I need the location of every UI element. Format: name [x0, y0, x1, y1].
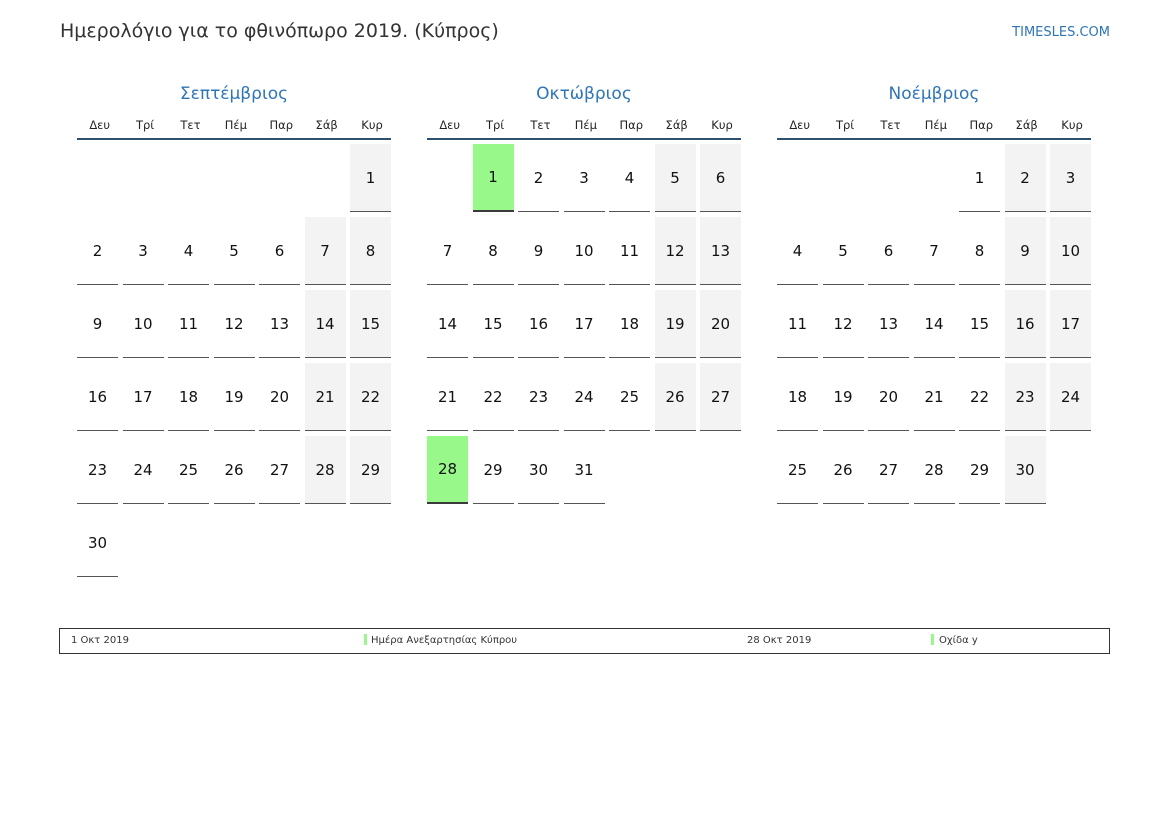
day-cell: 29 [959, 436, 1000, 504]
day-cell: 18 [168, 363, 209, 431]
weekday-label: Πέμ [924, 118, 947, 132]
legend-holiday-name: Ημέρα Ανεξαρτησίας Κύπρου [371, 635, 518, 646]
day-cell: 29 [350, 436, 391, 504]
day-cell: 20 [700, 290, 741, 358]
day-cell: 26 [214, 436, 255, 504]
weekday-label: Παρ [619, 118, 644, 132]
weekday-header [777, 118, 1091, 140]
month-november [777, 84, 1091, 504]
holiday-day-cell: 28 [427, 436, 468, 504]
empty-cell [914, 144, 955, 212]
day-cell: 3 [1050, 144, 1091, 212]
empty-cell [214, 144, 255, 212]
day-cell: 30 [77, 509, 118, 577]
weekday-label: Παρ [269, 118, 294, 132]
day-cell: 24 [564, 363, 605, 431]
day-cell: 3 [123, 217, 164, 285]
day-cell: 12 [655, 217, 696, 285]
day-cell: 15 [473, 290, 514, 358]
day-cell: 9 [518, 217, 559, 285]
holiday-legend [59, 628, 1110, 654]
day-cell: 23 [1005, 363, 1046, 431]
month-october [427, 84, 741, 504]
weekday-label: Τετ [180, 118, 201, 132]
day-cell: 20 [259, 363, 300, 431]
weekday-label: Τετ [880, 118, 901, 132]
day-cell: 30 [1005, 436, 1046, 504]
day-cell: 22 [473, 363, 514, 431]
empty-cell [123, 144, 164, 212]
day-cell: 14 [427, 290, 468, 358]
legend-holiday-name: Οχίδα y [939, 635, 978, 646]
day-cell: 17 [564, 290, 605, 358]
day-cell: 3 [564, 144, 605, 212]
day-cell: 24 [1050, 363, 1091, 431]
day-cell: 19 [655, 290, 696, 358]
day-cell: 11 [777, 290, 818, 358]
day-cell: 19 [214, 363, 255, 431]
day-cell: 27 [259, 436, 300, 504]
day-cell: 16 [1005, 290, 1046, 358]
day-cell: 28 [305, 436, 346, 504]
day-cell: 25 [609, 363, 650, 431]
day-cell: 9 [77, 290, 118, 358]
weekday-label: Πέμ [224, 118, 247, 132]
day-grid [77, 144, 391, 577]
day-cell: 8 [350, 217, 391, 285]
day-cell: 24 [123, 436, 164, 504]
weekday-label: Κυρ [1061, 118, 1083, 132]
day-cell: 10 [1050, 217, 1091, 285]
legend-date: 1 Οκτ 2019 [71, 635, 129, 646]
empty-cell [777, 144, 818, 212]
day-cell: 22 [959, 363, 1000, 431]
day-cell: 2 [1005, 144, 1046, 212]
day-cell: 28 [914, 436, 955, 504]
day-cell: 10 [564, 217, 605, 285]
holiday-day-cell: 1 [473, 144, 514, 212]
day-cell: 30 [518, 436, 559, 504]
day-cell: 21 [427, 363, 468, 431]
day-cell: 14 [305, 290, 346, 358]
weekday-label: Σάβ [1015, 118, 1038, 132]
day-cell: 1 [959, 144, 1000, 212]
weekday-label: Κυρ [361, 118, 383, 132]
weekday-label: Κυρ [711, 118, 733, 132]
day-cell: 10 [123, 290, 164, 358]
day-cell: 2 [518, 144, 559, 212]
weekday-label: Πέμ [574, 118, 597, 132]
weekday-label: Δευ [439, 118, 461, 132]
day-cell: 4 [777, 217, 818, 285]
day-cell: 15 [959, 290, 1000, 358]
day-cell: 13 [868, 290, 909, 358]
empty-cell [868, 144, 909, 212]
page-title: Ημερολόγιο για το φθινόπωρο 2019. (Κύπρος) [60, 20, 499, 42]
day-cell: 17 [123, 363, 164, 431]
month-title: Οκτώβριος [536, 84, 632, 104]
day-cell: 21 [305, 363, 346, 431]
day-cell: 25 [168, 436, 209, 504]
day-cell: 26 [823, 436, 864, 504]
day-cell: 22 [350, 363, 391, 431]
day-cell: 1 [350, 144, 391, 212]
day-cell: 11 [168, 290, 209, 358]
weekday-label: Δευ [89, 118, 111, 132]
day-cell: 23 [518, 363, 559, 431]
weekday-label: Τρί [135, 118, 155, 132]
weekday-label: Τρί [835, 118, 855, 132]
day-grid [777, 144, 1091, 504]
day-cell: 26 [655, 363, 696, 431]
day-cell: 7 [914, 217, 955, 285]
legend-date: 28 Οκτ 2019 [747, 635, 812, 646]
month-september [77, 84, 391, 577]
day-cell: 9 [1005, 217, 1046, 285]
day-cell: 4 [168, 217, 209, 285]
day-cell: 14 [914, 290, 955, 358]
day-cell: 27 [700, 363, 741, 431]
month-title: Σεπτέμβριος [179, 84, 289, 104]
day-cell: 2 [77, 217, 118, 285]
day-cell: 23 [77, 436, 118, 504]
day-cell: 6 [700, 144, 741, 212]
day-cell: 19 [823, 363, 864, 431]
weekday-label: Σάβ [665, 118, 688, 132]
day-cell: 5 [655, 144, 696, 212]
day-cell: 13 [700, 217, 741, 285]
day-cell: 21 [914, 363, 955, 431]
weekday-header [427, 118, 741, 140]
day-cell: 6 [868, 217, 909, 285]
holiday-color-swatch [364, 634, 367, 645]
day-cell: 16 [518, 290, 559, 358]
day-cell: 17 [1050, 290, 1091, 358]
day-cell: 8 [959, 217, 1000, 285]
empty-cell [77, 144, 118, 212]
weekday-label: Δευ [789, 118, 811, 132]
weekday-label: Σάβ [315, 118, 338, 132]
day-cell: 6 [259, 217, 300, 285]
empty-cell [168, 144, 209, 212]
day-cell: 4 [609, 144, 650, 212]
day-grid [427, 144, 741, 504]
day-cell: 8 [473, 217, 514, 285]
weekday-label: Παρ [969, 118, 994, 132]
month-title: Νοέμβριος [888, 84, 980, 104]
day-cell: 5 [823, 217, 864, 285]
empty-cell [823, 144, 864, 212]
day-cell: 11 [609, 217, 650, 285]
day-cell: 18 [609, 290, 650, 358]
day-cell: 5 [214, 217, 255, 285]
weekday-header [77, 118, 391, 140]
day-cell: 7 [305, 217, 346, 285]
weekday-label: Τρί [485, 118, 505, 132]
weekday-label: Τετ [530, 118, 551, 132]
day-cell: 25 [777, 436, 818, 504]
empty-cell [427, 144, 468, 212]
empty-cell [259, 144, 300, 212]
holiday-color-swatch [931, 634, 934, 645]
day-cell: 7 [427, 217, 468, 285]
day-cell: 27 [868, 436, 909, 504]
day-cell: 31 [564, 436, 605, 504]
day-cell: 12 [823, 290, 864, 358]
day-cell: 15 [350, 290, 391, 358]
day-cell: 29 [473, 436, 514, 504]
brand-link[interactable]: TIMESLES.COM [1012, 25, 1110, 40]
day-cell: 12 [214, 290, 255, 358]
day-cell: 20 [868, 363, 909, 431]
day-cell: 16 [77, 363, 118, 431]
day-cell: 13 [259, 290, 300, 358]
day-cell: 18 [777, 363, 818, 431]
empty-cell [305, 144, 346, 212]
